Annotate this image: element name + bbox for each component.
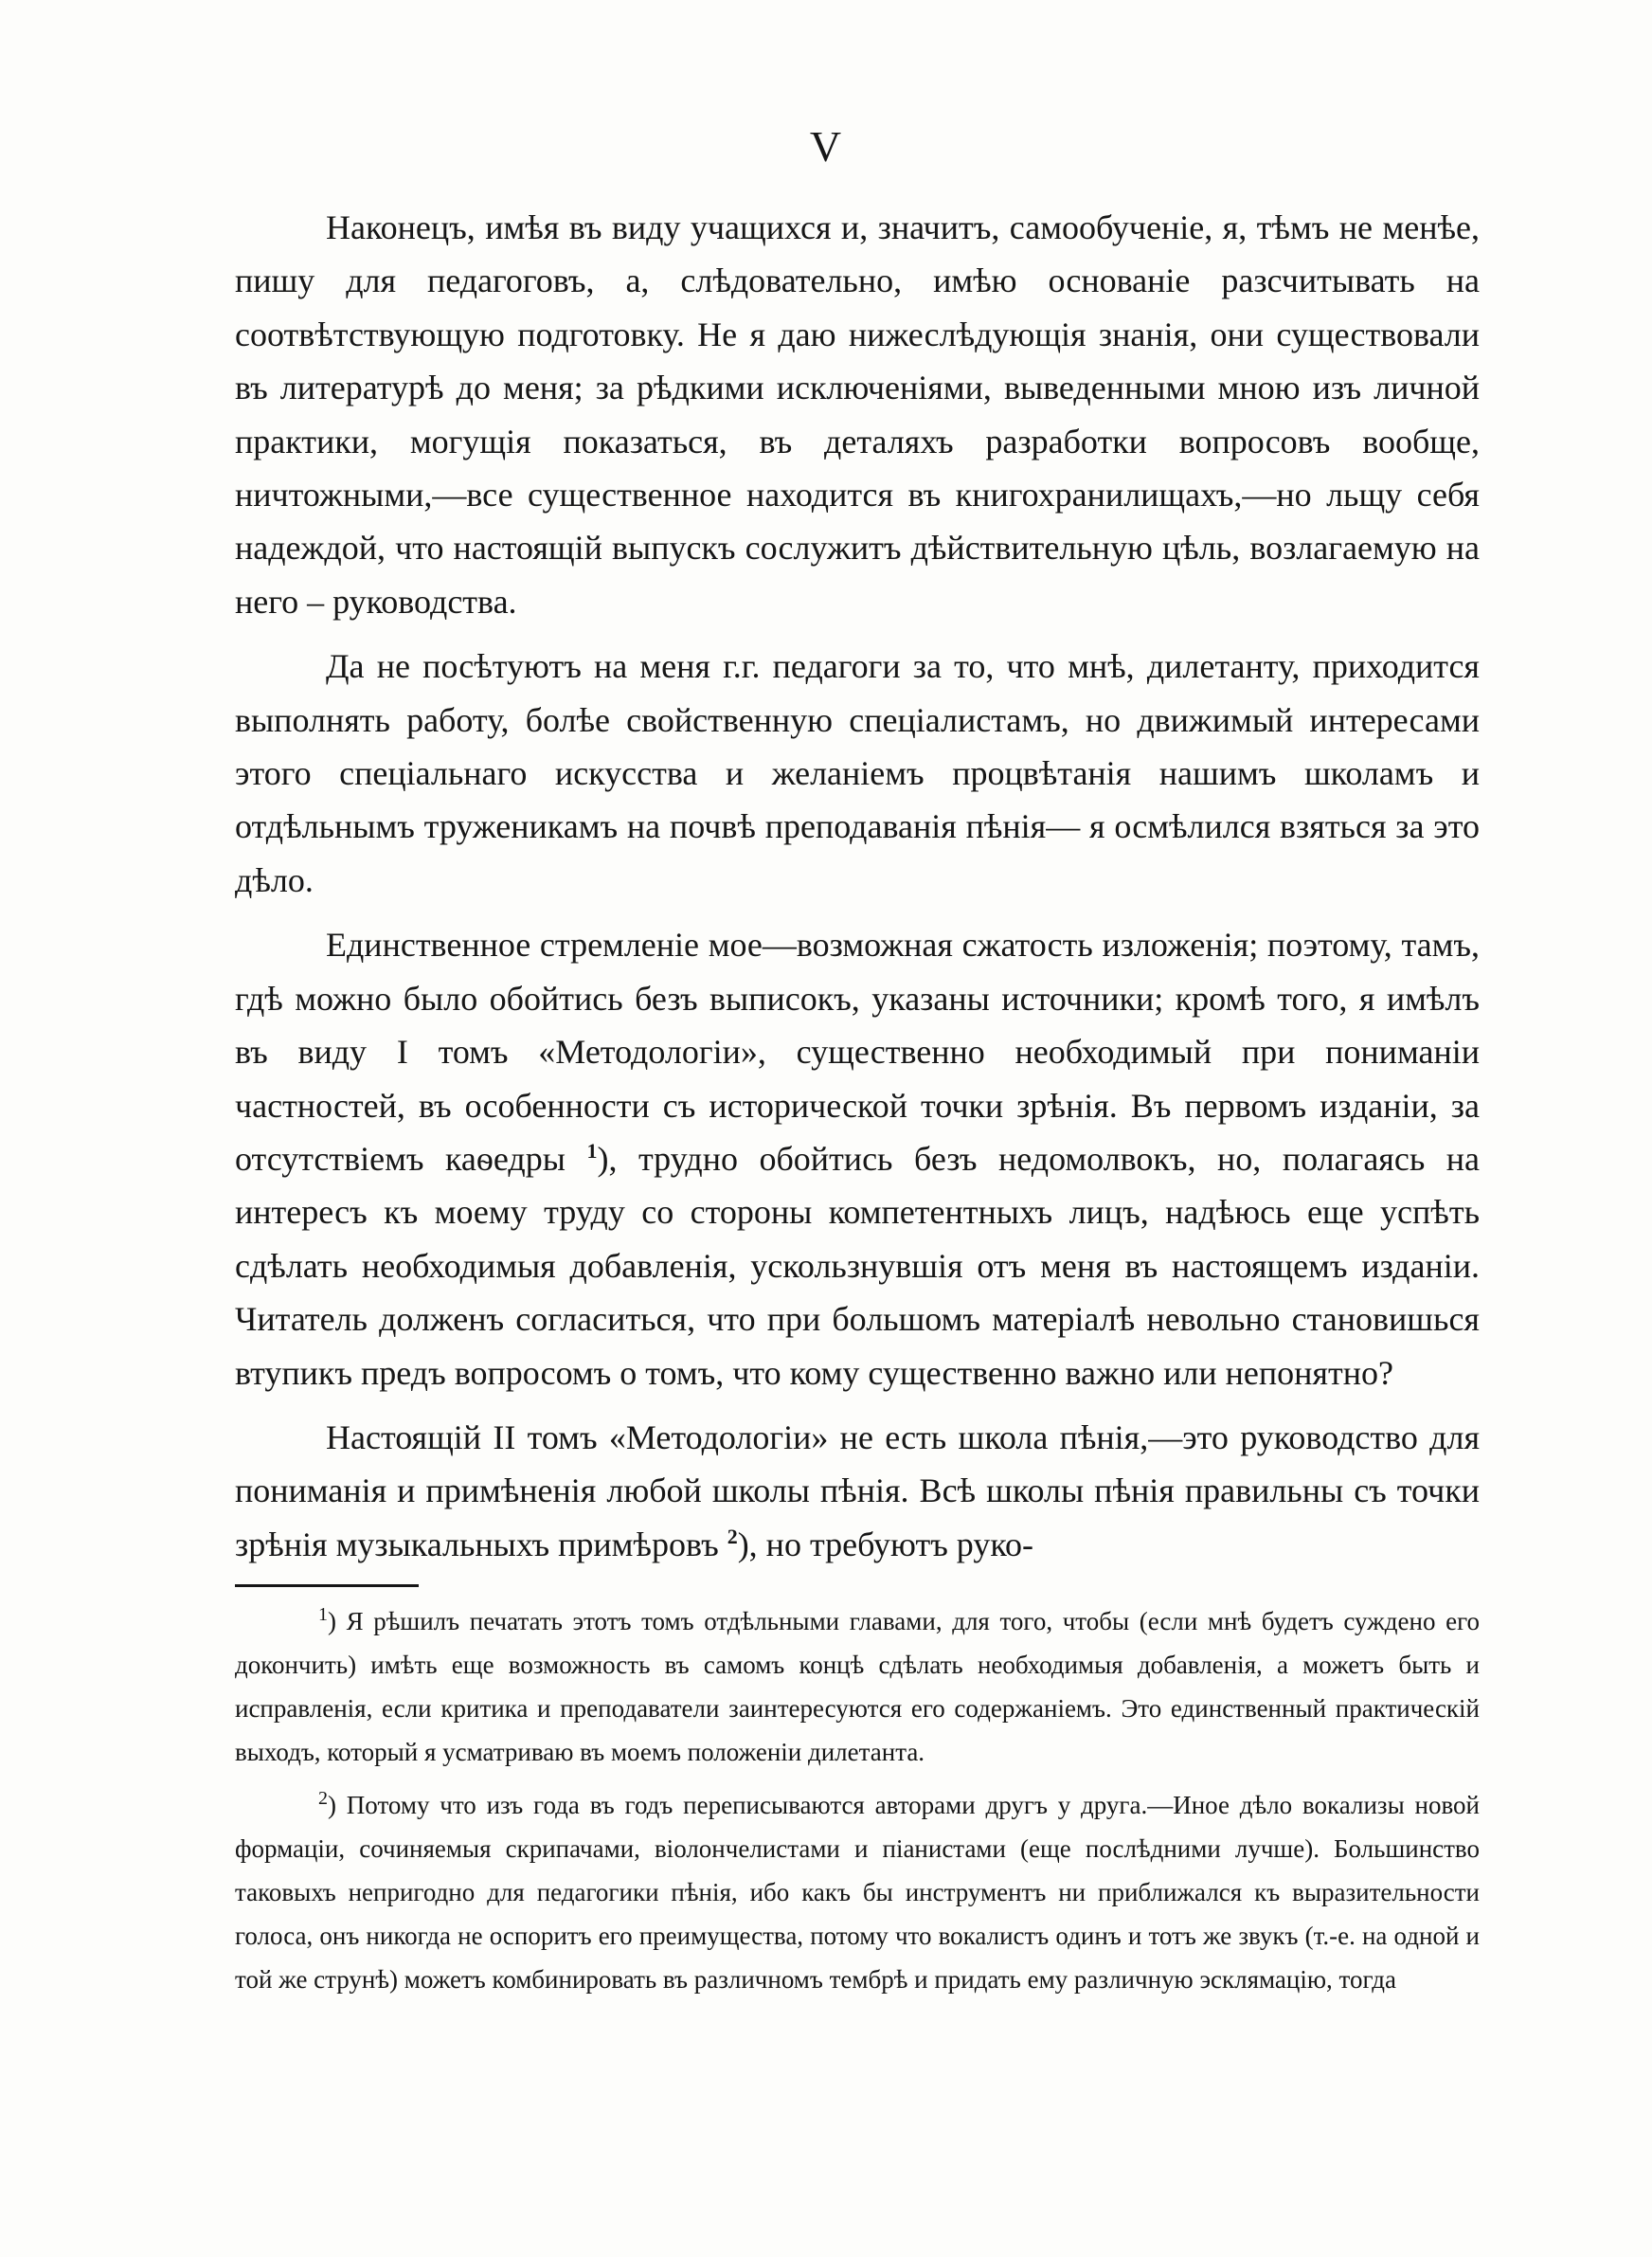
footnote-divider <box>235 1584 419 1587</box>
paragraph-3-part-a: Единственное стремленіе мое—возможная сжатость изложенія; поэтому, тамъ, гдѣ можно было обойтись безъ выписокъ, указаны источники; кромѣ того, я имѣлъ въ виду I томъ «Методологіи», существенно необходимый при пониманіи частностей, въ особенности съ исторической точки зрѣнія. Въ первомъ изданіи, за отсутствіемъ каѳедры <box>235 926 1480 1178</box>
paragraph-3 <box>235 918 1480 1399</box>
footnote-ref-1: 1 <box>586 1138 598 1163</box>
footnote-1-mark: 1 <box>318 1604 328 1625</box>
footnote-ref-2: 2 <box>727 1524 738 1548</box>
paragraph-1: Наконецъ, имѣя въ виду учащихся и, значитъ, самообученіе, я, тѣмъ не менѣе, пишу для педагоговъ, а, слѣдовательно, имѣю основаніе разсчитывать на соотвѣтствующую подготовку. Не я даю нижеслѣдующія знанія, они существовали въ литературѣ до меня; за рѣдкими исключеніями, выведенными мною изъ личной практики, могущія показаться, въ деталяхъ разработки вопросовъ вообще, ничтожными,—все существенное находится въ книгохранилищахъ,—но льщу себя надеждой, что настоящій выпускъ сослужитъ дѣйствительную цѣль, возлагаемую на него – руководства. <box>235 208 1480 621</box>
footnote-1 <box>235 1599 1480 1774</box>
footnote-2-text: ) Потому что изъ года въ годъ переписываются авторами другъ у друга.—Иное дѣло вокализы новой формаціи, сочиняемыя скрипачами, віолончелистами и піанистами (еще послѣдними лучше). Большинство таковыхъ непригодно для педагогики пѣнія, ибо какъ бы инструментъ ни приближался къ выразительности голоса, онъ никогда не оспоритъ его преимущества, потому что вокалистъ одинъ и тотъ же звукъ (т.-е. на одной и той же струнѣ) можетъ комбинировать въ различномъ тембрѣ и придать ему различную эсклямацію, тогда <box>235 1791 1480 1994</box>
paragraph-4-part-a: Настоящій II томъ «Методологіи» не есть школа пѣнія,—это руководство для пониманія и примѣненія любой школы пѣнія. Всѣ школы пѣнія правильны съ точки зрѣнія музыкальныхъ примѣровъ <box>235 1417 1480 1563</box>
footnotes <box>235 1599 1480 2011</box>
footnote-2 <box>235 1783 1480 2001</box>
footnote-2-mark: 2 <box>318 1788 328 1809</box>
footnote-1-text: ) Я рѣшилъ печатать этотъ томъ отдѣльными главами, для того, чтобы (если мнѣ будетъ суждено его докончить) имѣть еще возможность въ самомъ концѣ сдѣлать необходимыя добавленія, а можетъ быть и исправленія, если критика и преподаватели заинтересуются его содержаніемъ. Это единственный практическій выходъ, который я усматриваю въ моемъ положеніи дилетанта. <box>235 1607 1480 1766</box>
paragraph-2: Да не посѣтуютъ на меня г.г. педагоги за то, что мнѣ, дилетанту, приходится выполнять работу, болѣе свойственную спеціалистамъ, но движимый интересами этого спеціальнаго искусства и желаніемъ процвѣтанія нашимъ школамъ и отдѣльнымъ труженикамъ на почвѣ преподаванія пѣнія— я осмѣлился взяться за это дѣло. <box>235 647 1480 899</box>
main-text <box>235 201 1480 1582</box>
paragraph-4-part-b: ), но требуютъ руко- <box>737 1525 1033 1563</box>
page-number: V <box>809 122 843 171</box>
paragraph-3-part-b: ), трудно обойтись безъ недомолвокъ, но, полагаясь на интересъ къ моему труду со стороны компетентныхъ лицъ, надѣюсь еще успѣть сдѣлать необходимыя добавленія, ускользнувшія отъ меня въ настоящемъ изданіи. Читатель долженъ согласиться, что при большомъ матеріалѣ невольно становишься втупикъ предъ вопросомъ о томъ, что кому существенно важно или непонятно? <box>235 1139 1481 1392</box>
paragraph-4 <box>235 1411 1480 1571</box>
